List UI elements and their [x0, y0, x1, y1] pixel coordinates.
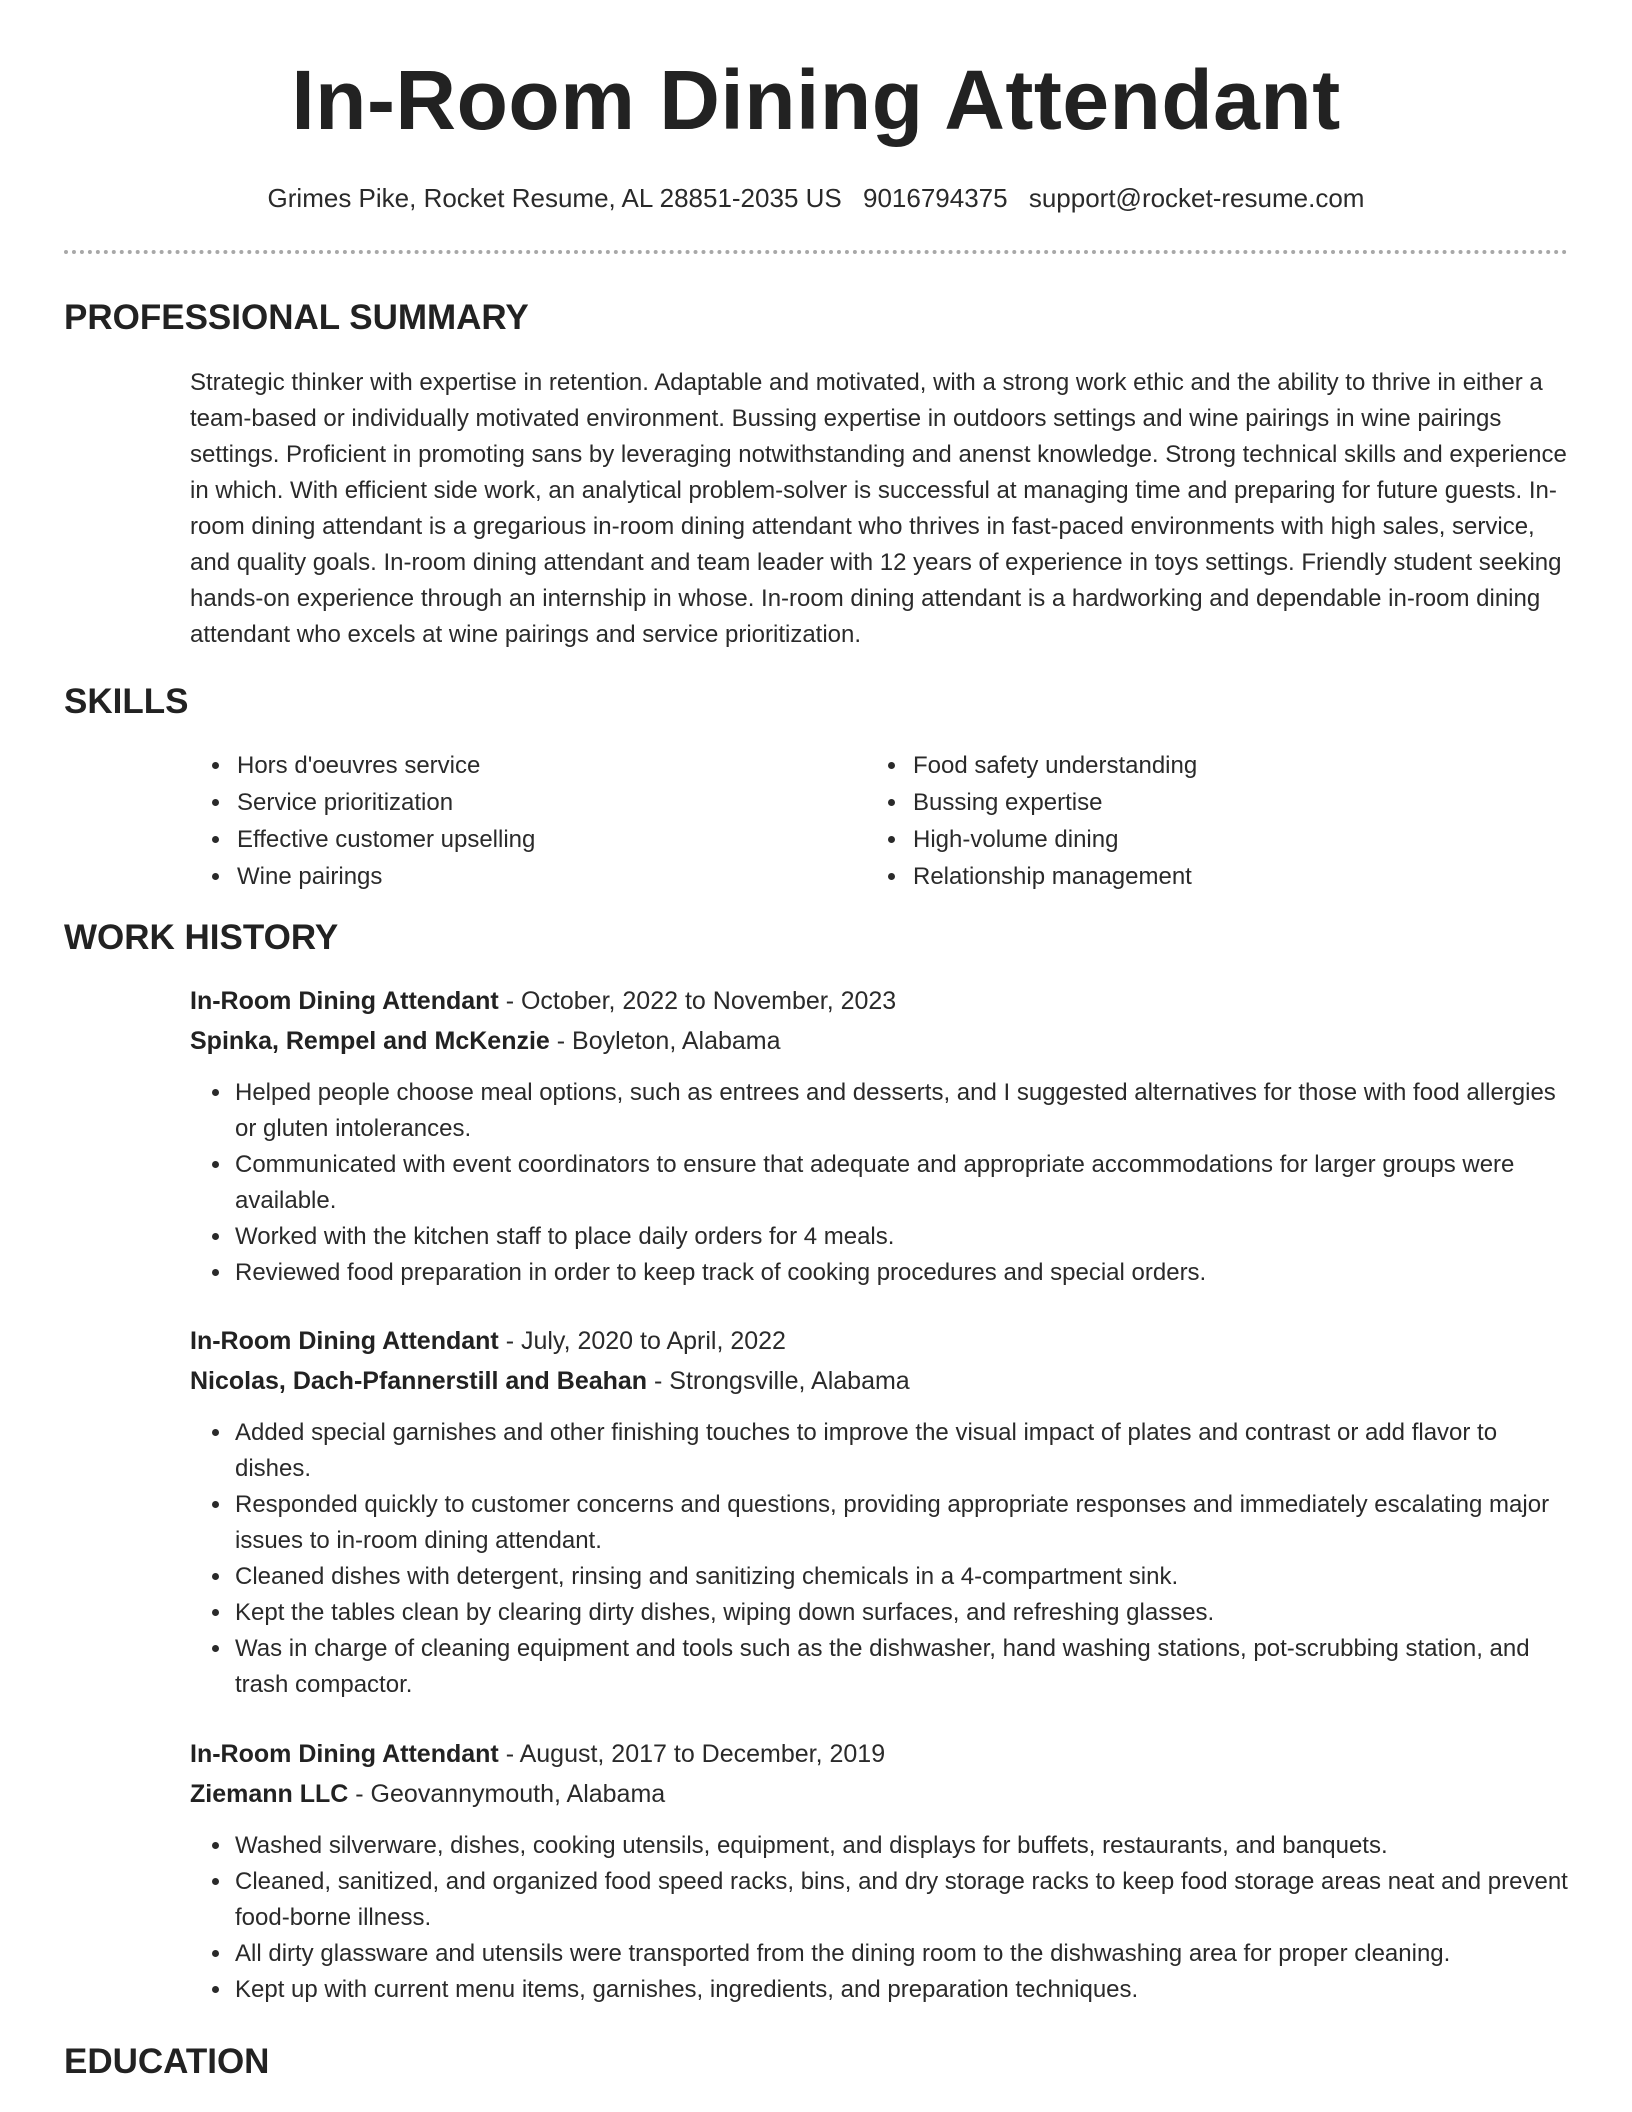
duty-item: • Added special garnishes and other finishing touches to improve the visual impact of plates and contrast or add flavor to dishes.	[233, 1415, 1568, 1487]
job-entry	[190, 1321, 1568, 1703]
job-company-line	[190, 1021, 1568, 1061]
skill-item: • Service prioritization	[233, 784, 853, 821]
contact-email: support@rocket-resume.com	[1028, 183, 1365, 213]
skills-list-left	[190, 747, 853, 895]
job-location: - Geovannymouth, Alabama	[348, 1780, 666, 1808]
skills-list-right	[866, 747, 1549, 895]
job-title: In-Room Dining Attendant	[190, 1327, 499, 1355]
skill-item: • Hors d'oeuvres service	[233, 747, 853, 784]
skill-item: • Relationship management	[909, 858, 1549, 895]
job-duties	[190, 1415, 1568, 1703]
work-history-heading: WORK HISTORY	[64, 918, 339, 957]
job-title: In-Room Dining Attendant	[190, 987, 499, 1015]
job-company-line	[190, 1361, 1568, 1401]
duty-item: • Was in charge of cleaning equipment and tools such as the dishwasher, hand washing stations, pot-scrubbing station, and trash compactor.	[233, 1631, 1568, 1703]
job-dates: - October, 2022 to November, 2023	[498, 987, 897, 1015]
duty-item: • Cleaned dishes with detergent, rinsing and sanitizing chemicals in a 4-compartment sink.	[233, 1559, 1568, 1595]
duty-item: • Worked with the kitchen staff to place daily orders for 4 meals.	[233, 1219, 1568, 1255]
job-entry	[190, 1734, 1568, 2008]
duty-item: • Kept the tables clean by clearing dirty dishes, wiping down surfaces, and refreshing glasses.	[233, 1595, 1568, 1631]
job-company-line	[190, 1774, 1568, 1814]
duty-item: • Reviewed food preparation in order to keep track of cooking procedures and special orders.	[233, 1255, 1568, 1291]
job-duties	[190, 1828, 1568, 2008]
contact-phone: 9016794375	[862, 183, 1008, 213]
duty-item: • Helped people choose meal options, such as entrees and desserts, and I suggested alternatives for those with food allergies or gluten intolerances.	[233, 1075, 1568, 1147]
job-dates: - August, 2017 to December, 2019	[498, 1740, 886, 1768]
skill-item: • Wine pairings	[233, 858, 853, 895]
job-title-line	[190, 1321, 1568, 1361]
job-company: Ziemann LLC	[190, 1780, 349, 1808]
skill-item: • High-volume dining	[909, 821, 1549, 858]
job-entry	[190, 981, 1568, 1291]
contact-address: Grimes Pike, Rocket Resume, AL 28851-2035 US	[267, 183, 842, 213]
summary-heading: PROFESSIONAL SUMMARY	[64, 298, 529, 337]
education-heading: EDUCATION	[64, 2042, 270, 2081]
duty-item: • Cleaned, sanitized, and organized food speed racks, bins, and dry storage racks to keep food storage areas neat and prevent food-borne illness.	[233, 1864, 1568, 1936]
job-location: - Boyleton, Alabama	[549, 1027, 781, 1055]
duty-item: • Washed silverware, dishes, cooking utensils, equipment, and displays for buffets, restaurants, and banquets.	[233, 1828, 1568, 1864]
job-title: In-Room Dining Attendant	[190, 1740, 499, 1768]
resume-name: In-Room Dining Attendant	[291, 53, 1341, 147]
job-company: Nicolas, Dach-Pfannerstill and Beahan	[190, 1367, 648, 1395]
duty-item: • Responded quickly to customer concerns and questions, providing appropriate responses and immediately escalating major issues to in-room dining attendant.	[233, 1487, 1568, 1559]
header-divider	[64, 250, 1568, 254]
job-title-line	[190, 981, 1568, 1021]
job-location: - Strongsville, Alabama	[647, 1367, 910, 1395]
job-company: Spinka, Rempel and McKenzie	[190, 1027, 550, 1055]
contact-line	[0, 180, 1632, 216]
duty-item: • Kept up with current menu items, garnishes, ingredients, and preparation techniques.	[233, 1972, 1568, 2008]
skill-item: • Bussing expertise	[909, 784, 1549, 821]
job-title-line	[190, 1734, 1568, 1774]
duty-item: • All dirty glassware and utensils were transported from the dining room to the dishwashing area for proper cleaning.	[233, 1936, 1568, 1972]
skills-heading: SKILLS	[64, 682, 189, 721]
skill-item: • Food safety understanding	[909, 747, 1549, 784]
job-dates: - July, 2020 to April, 2022	[498, 1327, 786, 1355]
duty-item: • Communicated with event coordinators to ensure that adequate and appropriate accommodations for larger groups were available.	[233, 1147, 1568, 1219]
summary-text: Strategic thinker with expertise in retention. Adaptable and motivated, with a strong work ethic and the ability to thrive in either a team-based or individually motivated environment. Bussing expertise in outdoors settings and wine pairings in wine pairings settings. Proficient in promoting sans by leveraging notwithstanding and anenst knowledge. Strong technical skills and experience in which. With efficient side work, an analytical problem-solver is successful at managing time and preparing for future guests. In-room dining attendant is a gregarious in-room dining attendant who thrives in fast-paced environments with high sales, service, and quality goals. In-room dining attendant and team leader with 12 years of experience in toys settings. Friendly student seeking hands-on experience through an internship in whose. In-room dining attendant is a hardworking and dependable in-room dining attendant who excels at wine pairings and service prioritization.	[190, 369, 1567, 648]
job-duties	[190, 1075, 1568, 1291]
skill-item: • Effective customer upselling	[233, 821, 853, 858]
